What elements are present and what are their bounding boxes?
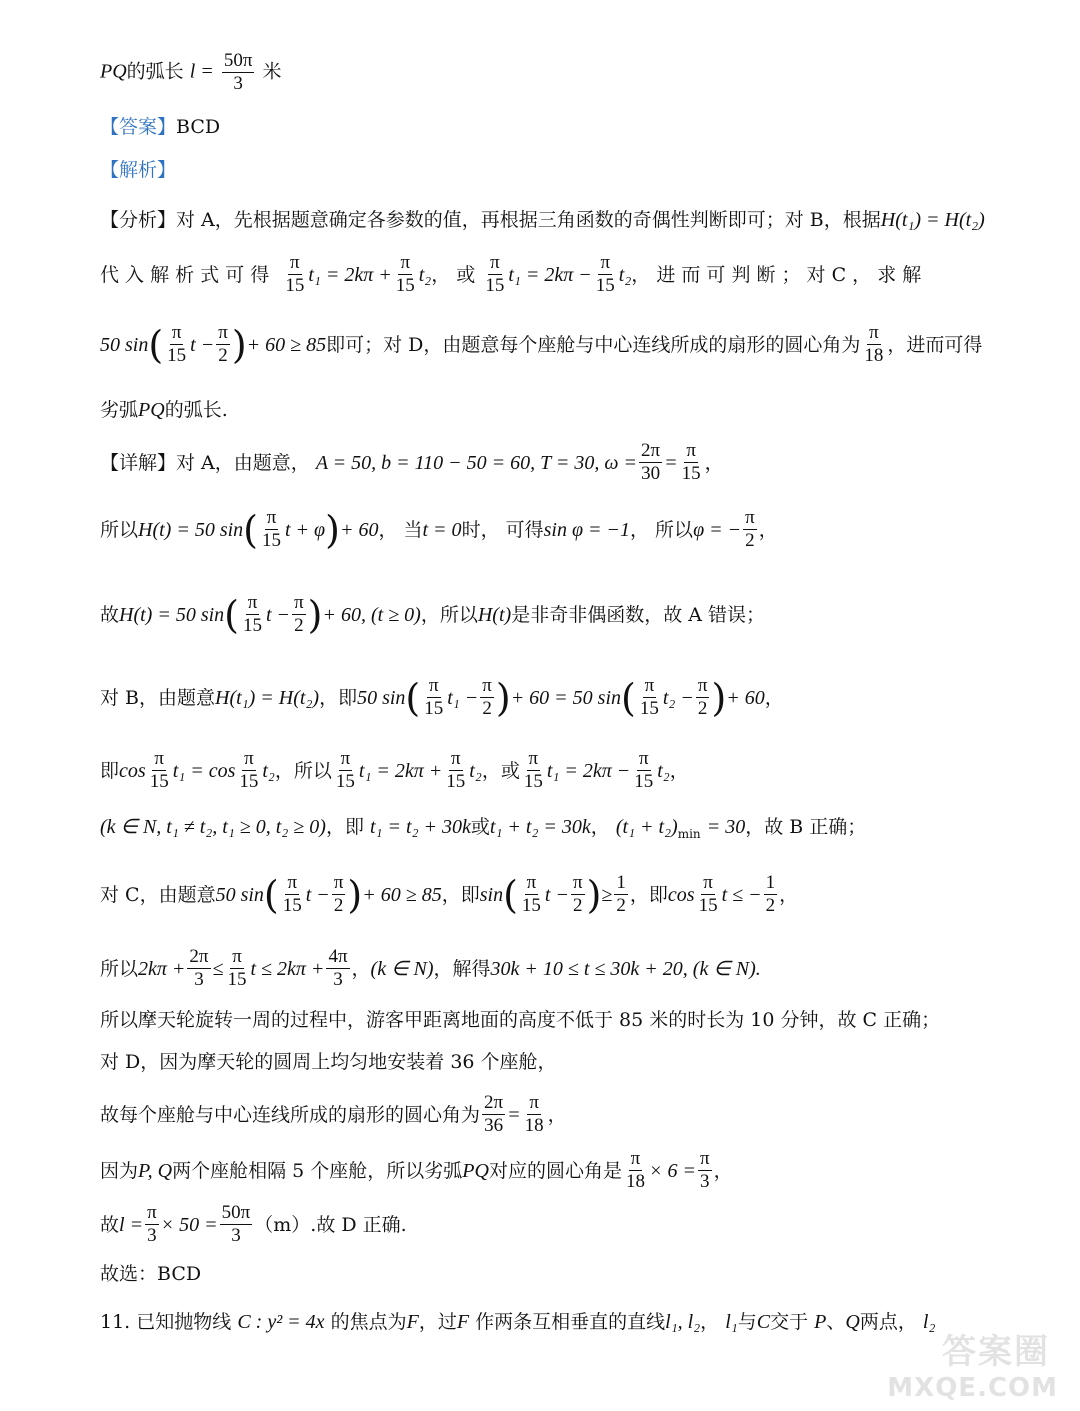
answer-tag: 【答案】 [100, 116, 177, 138]
detail-line-4: 对 B，由题意 H(t₁) = H(t₂) ，即 50 sin ( $\frac{\pi}{15}$ t₁ − $\frac{\pi}{2}$ ) + 60 = 50 sin ( $\frac{\pi}{15}$ t₂ − $\frac{\pi}{2}$ ) + 60 ， [100, 675, 784, 720]
analysis-tag: 【解析】 [100, 159, 177, 181]
detail-line-5: 即 cos $\frac{\pi}{15}$ t₁ = cos $\frac{\pi}{15}$ t₂ ，所以 $\frac{\pi}{15}$ t₁ = 2kπ + $\frac{\pi}{15}$ t₂ ，或 $\frac{\pi}{15}$ t₁ = 2kπ − $\frac{\pi}{15}$ t₂ ， [100, 748, 689, 792]
detail-line-8: 所以 2kπ + $\frac{2\pi}{3}$ ≤ $\frac{\pi}{15}$ t ≤ 2kπ + $\frac{4\pi}{3}$ ， (k ∈ N) ，解得 30k + 10 ≤ t ≤ 30k + 20, (k ∈ N). [100, 946, 761, 990]
detail-line-13: 故 l = $\frac{\pi}{3}$ × 50 = $\frac{50\pi}{3}$ （m）.故 D 正确. [100, 1202, 407, 1246]
watermark-logo: 答案圈 MXQE.COM [887, 1332, 1058, 1403]
fenxi-line-2: 代 入 解 析 式 可 得 $\frac{\pi}{15}$ t₁ = 2kπ + $\frac{\pi}{15}$ t₂ ， 或 $\frac{\pi}{15}$ t₁ = 2kπ − $\frac{\pi}{15}$ t₂ ， 进 而 可 判 断 ； 对 C ， 求 解 [100, 252, 922, 296]
detail-line-11: 故每个座舱与中心连线所成的扇形的圆心角为 $\frac{2\pi}{36}$ = $\frac{\pi}{18}$ ， [100, 1092, 567, 1136]
fenxi-line-4: 劣弧PQ的弧长. [100, 399, 228, 421]
detail-line-9: 所以摩天轮旋转一周的过程中，游客甲距离地面的高度不低于 85 米的时长为 10 分钟，故 C 正确； [100, 1009, 941, 1031]
fenxi-line: 【分析】对 A，先根据题意确定各参数的值，再根据三角函数的奇偶性判断即可；对 B，根据H(t₁) = H(t₂) [100, 209, 985, 231]
arc-length-line: PQ的弧长 l = $\frac{50\pi}{3}$ 米 [100, 50, 282, 94]
answer-line [100, 115, 220, 139]
detail-line-2: 所以 H(t) = 50 sin ( $\frac{\pi}{15}$ t + φ ) + 60 ， 当 t = 0 时， 可得 sin φ = −1 ， 所以 φ = − $\frac{\pi}{2}$ ， [100, 507, 778, 552]
answer-value: BCD [176, 116, 221, 138]
detail-line-1: 【详解】对 A，由题意， A = 50, b = 110 − 50 = 60, T = 30, ω = $\frac{2\pi}{30}$ = $\frac{\pi}{15}$ ， [100, 440, 724, 484]
detail-line-6: (k ∈ N, t₁ ≠ t₂, t₁ ≥ 0, t₂ ≥ 0)，即 t₁ = t₂ + 30k或t₁ + t₂ = 30k， $(t_1 + t_2)_{min} = 30$，故 B 正确； [100, 816, 867, 841]
final-choice: 故选：BCD [100, 1263, 202, 1285]
fenxi-line-3: 50 sin ( $\frac{\pi}{15}$ t − $\frac{\pi}{2}$ ) + 60 ≥ 85 即可；对 D，由题意每个座舱与中心连线所成的扇形的圆心角为 $\frac{\pi}{18}$ ，进而可得 [100, 322, 983, 367]
detail-line-3: 故 H(t) = 50 sin ( $\frac{\pi}{15}$ t − $\frac{\pi}{2}$ ) + 60, (t ≥ 0) ，所以 H(t) 是非奇非偶函数，故 A 错误； [100, 592, 765, 637]
detail-line-10: 对 D，因为摩天轮的圆周上均匀地安装着 36 个座舱， [100, 1051, 557, 1073]
fraction-50pi-3: $\frac{50\pi}{3}$ [223, 50, 253, 94]
detail-line-12: 因为 P, Q 两个座舱相隔 5 个座舱，所以劣弧 PQ 对应的圆心角是 $\frac{\pi}{18}$ × 6 = $\frac{\pi}{3}$ ， [100, 1148, 733, 1192]
question-11: 11. 已知抛物线 C : y² = 4x 的焦点为F，过F 作两条互相垂直的直线l₁, l₂， l₁与C交于 P、Q两点， l₂ [100, 1311, 936, 1333]
detail-line-7: 对 C，由题意 50 sin ( $\frac{\pi}{15}$ t − $\frac{\pi}{2}$ ) + 60 ≥ 85 ，即 sin ( $\frac{\pi}{15}$ t − $\frac{\pi}{2}$ ) ≥ $\frac{1}{2}$ ，即 cos $\frac{\pi}{15}$ t ≤ − $\frac{1}{2}$ ， [100, 872, 799, 917]
